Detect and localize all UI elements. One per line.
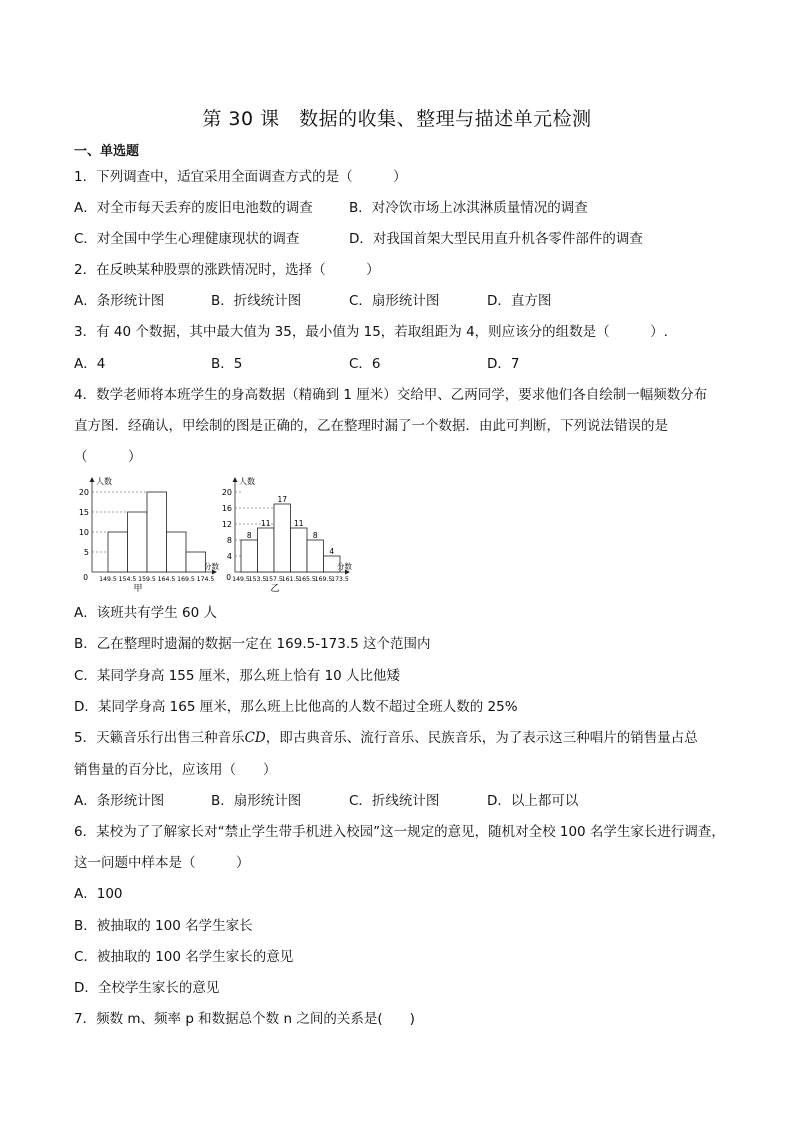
x-tick-label: 153.5 [248, 576, 267, 583]
question-2-option-d: D．直方图 [487, 293, 552, 309]
question-2-option-a: A．条形统计图 [74, 293, 165, 309]
question-5-option-d: D．以上都可以 [487, 793, 579, 809]
x-tick-label: 159.5 [138, 576, 156, 583]
question-1-stem: 1．下列调查中，适宜采用全面调查方式的是（ ） [74, 169, 407, 185]
question-5-option-b: B．扇形统计图 [211, 793, 302, 809]
question-3-stem: 3．有 40 个数据，其中最大值为 35，最小值为 15，若取组距为 4，则应该分的组数是（ ）. [74, 324, 668, 340]
question-3-option-a: A．4 [74, 356, 106, 372]
question-4-stem-line-1: 4．数学老师将本班学生的身高数据（精确到 1 厘米）交给甲、乙两同学，要求他们各自绘制一幅频数分布 [74, 387, 708, 403]
question-1-option-b: B．对冷饮市场上冰淇淋质量情况的调查 [349, 200, 588, 216]
question-5-stem-line-1 [74, 726, 698, 746]
question-5-stem-part-2: ，即古典音乐、流行音乐、民族音乐，为了表示这三种唱片的销售量占总 [265, 730, 698, 746]
question-2-option-c: C．扇形统计图 [349, 293, 440, 309]
origin-label: 0 [226, 573, 231, 582]
origin-label: 0 [83, 573, 88, 582]
y-tick-label: 16 [221, 504, 232, 513]
question-6-option-d: D．全校学生家长的意见 [74, 980, 220, 996]
y-tick-label: 4 [226, 552, 232, 561]
y-tick-label: 20 [221, 488, 232, 497]
question-1-option-d: D．对我国首架大型民用直升机各零件部件的调查 [349, 231, 643, 247]
question-3-option-d: D．7 [487, 356, 520, 372]
bar-data-label: 17 [277, 495, 288, 504]
histogram-jia [70, 472, 220, 592]
question-3-option-b: B．5 [211, 356, 243, 372]
x-tick-label: 169.5 [314, 576, 333, 583]
bar-data-label: 4 [329, 547, 335, 556]
chart-caption: 甲 [133, 584, 143, 592]
x-tick-label: 157.5 [265, 576, 283, 583]
histogram-bar [274, 504, 291, 572]
question-4-stem-line-2: 直方图．经确认，甲绘制的图是正确的，乙在整理时漏了一个数据．由此可判断，下列说法错误的是 [74, 418, 668, 434]
question-6-option-b: B．被抽取的 100 名学生家长 [74, 918, 253, 934]
bar-data-label: 11 [293, 519, 304, 528]
x-tick-label: 173.5 [331, 576, 349, 583]
question-4-stem-line-3: （ ） [74, 449, 142, 465]
question-5-cd: CD [244, 730, 266, 746]
question-1-option-c: C．对全国中学生心理健康现状的调查 [74, 231, 300, 247]
question-1-option-a: A．对全市每天丢弃的废旧电池数的调查 [74, 200, 313, 216]
x-tick-label: 149.5 [99, 576, 117, 583]
histogram-bar [258, 528, 275, 572]
y-tick-label: 10 [78, 528, 89, 537]
x-tick-label: 169.5 [177, 576, 195, 583]
question-6-stem-line-1: 6．某校为了了解家长对“禁止学生带手机进入校园”这一规定的意见，随机对全校 100 名学生家长进行调查， [74, 824, 725, 840]
x-tick-label: 165.5 [298, 576, 316, 583]
question-5-option-a: A．条形统计图 [74, 793, 165, 809]
bar-data-label: 11 [260, 519, 271, 528]
y-axis-label: 人数 [239, 477, 255, 486]
question-2-stem: 2．在反映某种股票的涨跌情况时，选择（ ） [74, 262, 380, 278]
x-tick-label: 164.5 [157, 576, 176, 583]
question-4-option-a: A．该班共有学生 60 人 [74, 605, 217, 621]
y-axis-arrow [90, 477, 95, 482]
x-tick-label: 174.5 [196, 576, 215, 583]
question-5-stem-line-2: 销售量的百分比，应该用（ ） [74, 762, 277, 778]
question-3-option-c: C．6 [349, 356, 381, 372]
histogram-bar [147, 492, 167, 572]
histogram-bar [167, 532, 187, 572]
bar-data-label: 8 [246, 531, 252, 540]
histogram-bar [128, 512, 148, 572]
x-tick-label: 154.5 [118, 576, 137, 583]
y-axis-label: 人数 [96, 477, 112, 486]
y-axis-arrow [233, 477, 238, 482]
bar-data-label: 8 [312, 531, 318, 540]
question-6-stem-line-2: 这一问题中样本是（ ） [74, 855, 250, 871]
question-4-option-b: B．乙在整理时遗漏的数据一定在 169.5-173.5 这个范围内 [74, 636, 431, 652]
question-7-stem: 7．频数 m、频率 p 和数据总个数 n 之间的关系是( ) [74, 1011, 415, 1027]
y-tick-label: 5 [83, 548, 89, 557]
y-tick-label: 8 [226, 536, 232, 545]
y-tick-label: 15 [78, 508, 89, 517]
histogram-bar [241, 540, 258, 572]
histogram-yi [215, 470, 375, 594]
x-tick-label: 149.5 [232, 576, 250, 583]
page-title: 第 30 课 数据的收集、整理与描述单元检测 [202, 108, 592, 130]
question-4-option-c: C．某同学身高 155 厘米，那么班上恰有 10 人比他矮 [74, 668, 401, 684]
question-6-option-c: C．被抽取的 100 名学生家长的意见 [74, 949, 294, 965]
question-4-option-d: D．某同学身高 165 厘米，那么班上比他高的人数不超过全班人数的 25% [74, 699, 518, 715]
histogram-bar [307, 540, 324, 572]
x-axis-label: 分数 [337, 562, 352, 571]
chart-caption: 乙 [270, 584, 280, 594]
histogram-bar [108, 532, 128, 572]
x-tick-label: 161.5 [281, 576, 300, 583]
section-heading: 一、单选题 [74, 144, 140, 159]
question-5-option-c: C．折线统计图 [349, 793, 440, 809]
histogram-bar [186, 552, 206, 572]
y-tick-label: 12 [221, 520, 232, 529]
x-axis-label: 分数 [204, 562, 219, 571]
y-tick-label: 20 [78, 488, 89, 497]
question-6-option-a: A．100 [74, 886, 123, 902]
question-5-stem-part-1: 5．天籁音乐行出售三种音乐 [74, 730, 245, 746]
question-2-option-b: B．折线统计图 [211, 293, 302, 309]
histogram-bar [291, 528, 308, 572]
